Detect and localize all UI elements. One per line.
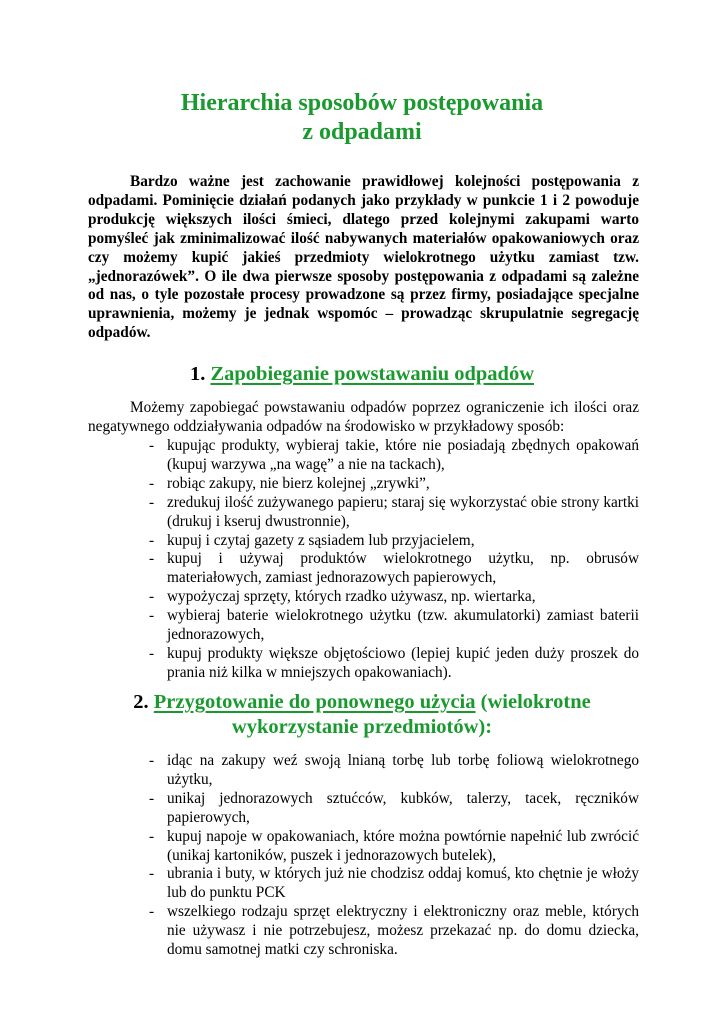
list-item-text: wybieraj baterie wielokrotnego użytku (tzw. akumulatorki) zamiast baterii jednorazowych,	[167, 607, 639, 644]
list-item	[88, 437, 639, 475]
dash-bullet: -	[149, 752, 155, 769]
list-item	[88, 865, 639, 903]
list-item-text: kupuj i czytaj gazety z sąsiadem lub przyjacielem,	[167, 531, 475, 549]
section-2-title-rest-1: (wielokrotne	[480, 691, 591, 713]
list-item-text: robiąc zakupy, nie bierz kolejnej „zrywki”,	[167, 474, 430, 492]
list-item	[88, 532, 639, 551]
document-title-line-1: Hierarchia sposobów postępowania	[180, 90, 544, 116]
intro-paragraph	[88, 173, 639, 343]
dash-bullet: -	[149, 827, 155, 845]
list-item-text: zredukuj ilość zużywanego papieru; staraj się wykorzystać obie strony kartki (drukuj i kseruj dwustronnie),	[167, 493, 639, 530]
dash-bullet: -	[149, 531, 155, 549]
list-item-text: kupuj napoje w opakowaniach, które można powtórnie napełnić lub zwrócić (unikaj kartoników, puszek i jednorazowych butelek),	[167, 827, 639, 864]
list-item-text: kupując produkty, wybieraj takie, które nie posiadają zbędnych opakowań (kupuj warzywa „na wagę” a nie na tackach),	[167, 437, 639, 473]
section-1-title: Zapobieganie powstawaniu odpadów	[210, 363, 535, 385]
dash-bullet: -	[149, 437, 155, 454]
list-item	[88, 475, 639, 494]
dash-bullet: -	[149, 550, 155, 568]
list-item-text: idąc na zakupy weź swoją lnianą torbę lub torbę foliową wielokrotnego użytku,	[167, 752, 639, 788]
section-1-list	[88, 437, 639, 683]
dash-bullet: -	[149, 607, 155, 625]
list-item	[88, 828, 639, 866]
intro-text: Bardzo ważne jest zachowanie prawidłowej kolejności postępowania z odpadami. Pominięcie działań podanych jako przykłady w punkcie 1 i 2 powoduje produkcję większych ilości śmieci, dlatego przed kolejnymi zakupami warto pomyśleć jak zminimalizować ilość nabywanych materiałów opakowaniowych oraz czy możemy kupić jakieś przedmioty wielokrotnego użytku zamiast tzw. „jednorazówek”. O ile dwa pierwsze sposoby postępowania z odpadami są zależne od nas, o tyle pozostałe procesy prowadzone są przez firmy, posiadające specjalne uprawnienia, możemy je jednak wspomóc – prowadząc skrupulatnie segregację odpadów.	[88, 173, 639, 342]
list-item-text: ubrania i buty, w których już nie chodzisz oddaj komuś, kto chętnie je włoży lub do punktu PCK	[167, 865, 639, 902]
section-1-paragraph: Możemy zapobiegać powstawaniu odpadów poprzez ograniczenie ich ilości oraz negatywnego oddziaływania odpadów na środowisko w przykładowy sposób:	[88, 399, 639, 435]
section-2-number: 2.	[133, 691, 149, 713]
list-item	[88, 752, 639, 790]
section-1-heading	[0, 362, 724, 387]
dash-bullet: -	[149, 789, 155, 807]
list-item	[88, 903, 639, 960]
list-item-text: wypożyczaj sprzęty, których rzadko używasz, np. wiertarka,	[167, 588, 536, 606]
list-item-text: kupuj i używaj produktów wielokrotnego użytku, np. obrusów materiałowych, zamiast jednorazowych papierowych,	[167, 550, 639, 587]
dash-bullet: -	[149, 865, 155, 883]
dash-bullet: -	[149, 493, 155, 511]
section-1-number: 1.	[189, 363, 206, 385]
list-item	[88, 790, 639, 828]
section-2-heading	[0, 690, 724, 715]
dash-bullet: -	[149, 588, 155, 606]
dash-bullet: -	[149, 903, 155, 921]
section-2-title-rest-2: wykorzystanie przedmiotów):	[231, 716, 493, 738]
list-item	[88, 645, 639, 683]
list-item-text: wszelkiego rodzaju sprzęt elektryczny i elektroniczny oraz meble, których nie używasz i nie potrzebujesz, możesz przekazać np. do domu dziecka, domu samotnej matki czy schroniska.	[167, 903, 639, 959]
list-item	[88, 588, 639, 607]
document-title-line-2: z odpadami	[302, 119, 422, 145]
list-item	[88, 494, 639, 532]
section-2-list	[88, 752, 639, 960]
list-item-text: kupuj produkty większe objętościowo (lepiej kupić jeden duży proszek do prania niż kilka w mniejszych opakowaniach).	[167, 644, 639, 681]
list-item	[88, 607, 639, 645]
dash-bullet: -	[149, 474, 155, 492]
list-item	[88, 550, 639, 588]
section-2-heading-line-2	[0, 715, 724, 740]
list-item-text: unikaj jednorazowych sztućców, kubków, talerzy, tacek, ręczników papierowych,	[167, 789, 639, 826]
section-2-title: Przygotowanie do ponownego użycia	[153, 691, 476, 713]
dash-bullet: -	[149, 644, 155, 662]
